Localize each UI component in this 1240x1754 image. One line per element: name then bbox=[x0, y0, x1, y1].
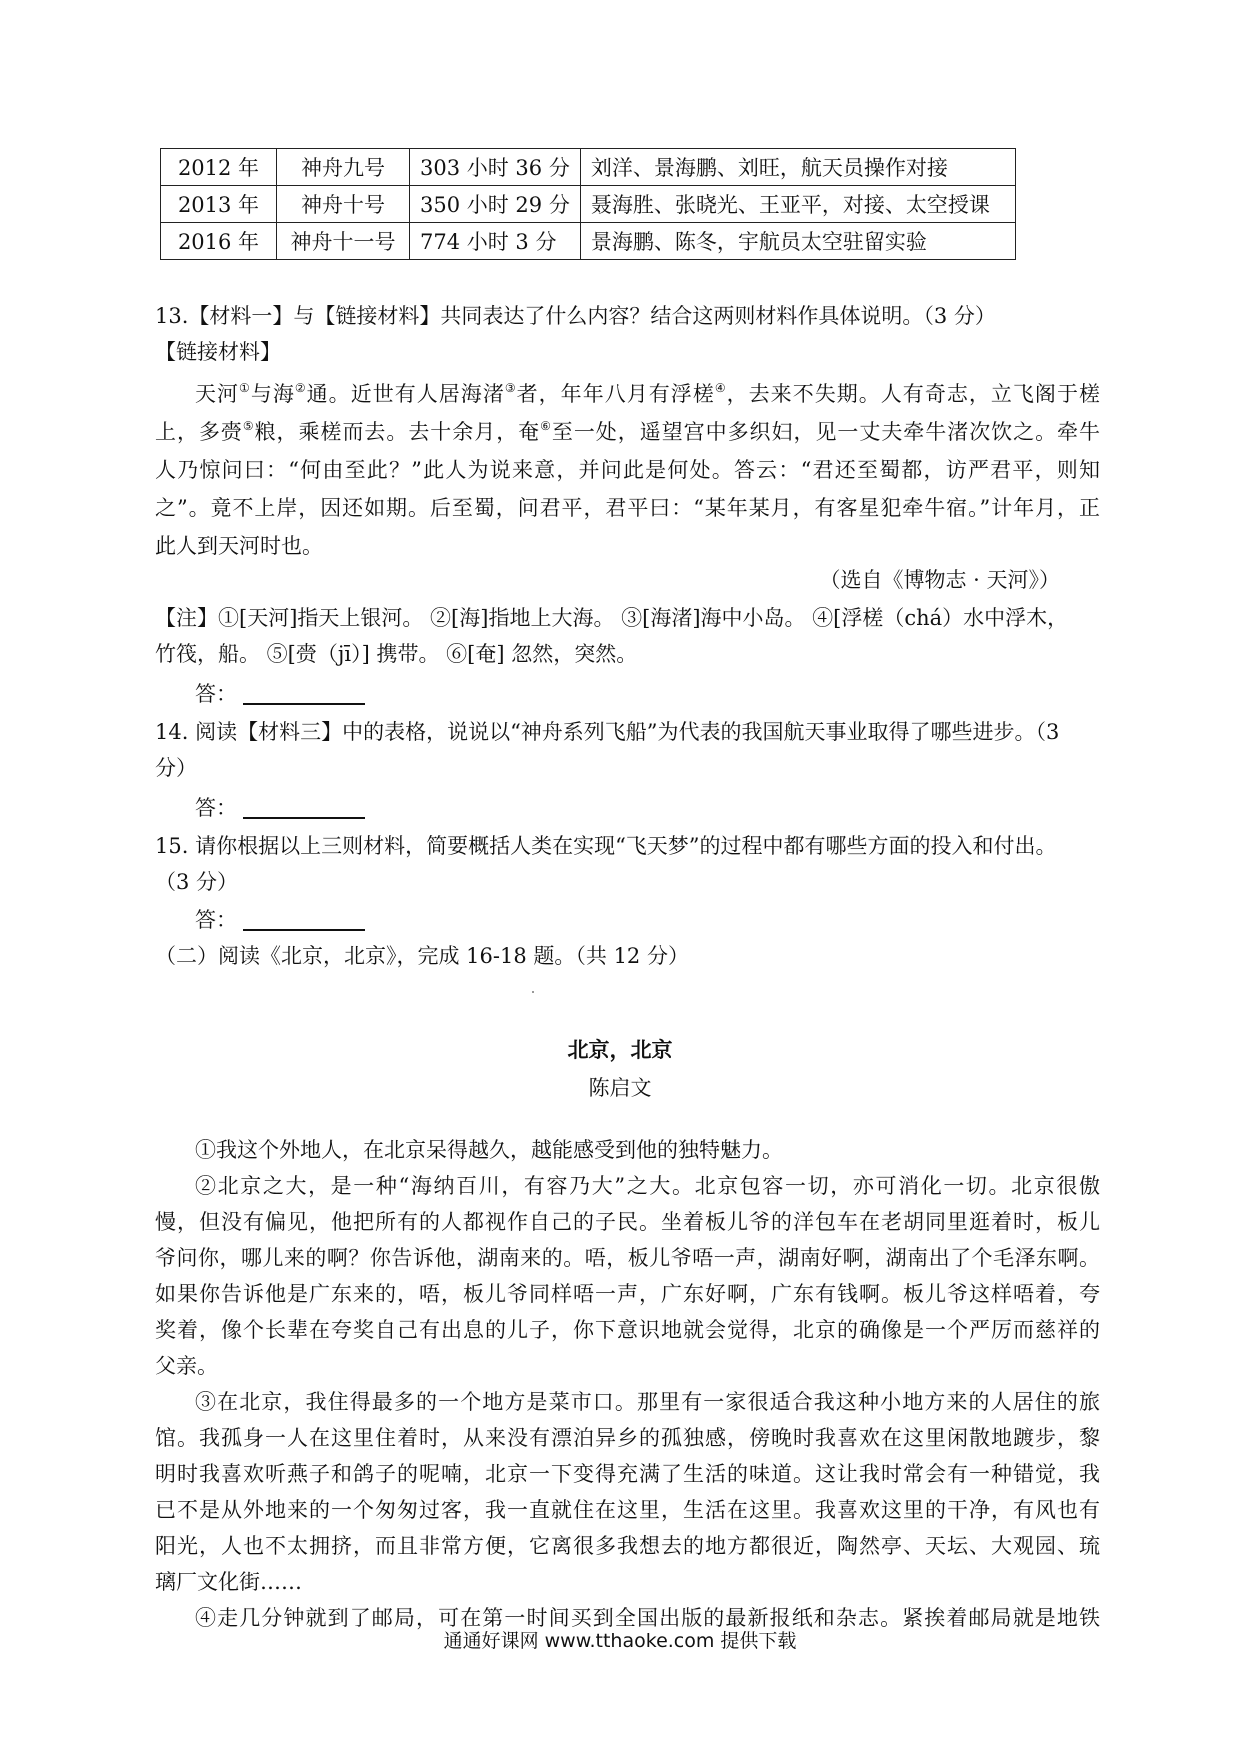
classical-text-line: 此人到天河时也。 bbox=[155, 534, 323, 558]
crew-cell: 景海鹏、陈冬，宇航员太空驻留实验 bbox=[580, 223, 1015, 260]
article-line: 父亲。 bbox=[155, 1354, 218, 1378]
article-author: 陈启文 bbox=[588, 1076, 652, 1100]
question-14-cont: 分） bbox=[155, 756, 197, 780]
annotation-line: 【注】①[天河]指天上银河。 ②[海]指地上大海。 ③[海渚]海中小岛。 ④[浮槎（chá）水中浮木， bbox=[155, 606, 1069, 630]
article-line: 如果你告诉他是广东来的，唔，板儿爷同样唔一声，广东好啊，广东有钱啊。板儿爷这样唔着，夸 bbox=[155, 1282, 1100, 1306]
ship-cell: 神舟九号 bbox=[277, 149, 410, 186]
duration-cell: 774 小时 3 分 bbox=[410, 223, 581, 260]
article-line: 慢，但没有偏见，他把所有的人都视作自己的子民。坐着板儿爷的洋包车在老胡同里逛着时，板儿 bbox=[155, 1210, 1100, 1234]
article-line: 阳光，人也不太拥挤，而且非常方便，它离很多我想去的地方都很近，陶然亭、天坛、大观园、琉 bbox=[155, 1534, 1100, 1558]
answer-blank[interactable] bbox=[243, 679, 365, 705]
ship-cell: 神舟十一号 bbox=[277, 223, 410, 260]
scan-dot bbox=[532, 991, 534, 993]
link-material-heading: 【链接材料】 bbox=[155, 340, 281, 364]
page-footer: 通通好课网 www.tthaoke.com 提供下载 bbox=[443, 1630, 797, 1652]
article-line: 爷问你，哪儿来的啊？你告诉他，湖南来的。唔，板儿爷唔一声，湖南好啊，湖南出了个毛泽东啊。 bbox=[155, 1246, 1100, 1270]
table-row bbox=[161, 223, 1016, 260]
article-line: ④走几分钟就到了邮局，可在第一时间买到全国出版的最新报纸和杂志。紧挨着邮局就是地铁 bbox=[195, 1606, 1100, 1630]
answer-blank[interactable] bbox=[243, 905, 365, 931]
crew-cell: 刘洋、景海鹏、刘旺，航天员操作对接 bbox=[580, 149, 1015, 186]
ship-cell: 神舟十号 bbox=[277, 186, 410, 223]
article-line: 已不是从外地来的一个匆匆过客，我一直就住在这里，生活在这里。我喜欢这里的干净，有风也有 bbox=[155, 1498, 1100, 1522]
question-15-cont: （3 分） bbox=[155, 870, 239, 894]
crew-cell: 聂海胜、张晓光、王亚平，对接、太空授课 bbox=[580, 186, 1015, 223]
article-line: 璃厂文化街…… bbox=[155, 1570, 302, 1594]
shenzhou-table bbox=[160, 148, 1016, 260]
year-cell: 2012 年 bbox=[161, 149, 277, 186]
section-two-heading: （二）阅读《北京，北京》，完成 16-18 题。（共 12 分） bbox=[155, 944, 689, 968]
article-line: ①我这个外地人，在北京呆得越久，越能感受到他的独特魅力。 bbox=[195, 1138, 783, 1162]
table-row bbox=[161, 186, 1016, 223]
article-line: 馆。我孤身一人在这里住着时，从来没有漂泊异乡的孤独感，傍晚时我喜欢在这里闲散地踱步，黎 bbox=[155, 1426, 1100, 1450]
classical-text-line: 上，多赍⑤粮，乘槎而去。去十余月，奄⑥至一处，遥望宫中多织妇，见一丈夫牵牛渚次饮之。牵牛 bbox=[155, 419, 1101, 444]
year-cell: 2013 年 bbox=[161, 186, 277, 223]
question-15: 15. 请你根据以上三则材料，简要概括人类在实现“飞天梦”的过程中都有哪些方面的投入和付出。 bbox=[155, 834, 1057, 858]
duration-cell: 303 小时 36 分 bbox=[410, 149, 581, 186]
classical-text-line: 天河①与海②通。近世有人居海渚③者，年年八月有浮槎④，去来不失期。人有奇志，立飞阁于槎 bbox=[195, 381, 1100, 406]
table-row bbox=[161, 149, 1016, 186]
article-line: ③在北京，我住得最多的一个地方是菜市口。那里有一家很适合我这种小地方来的人居住的旅 bbox=[195, 1390, 1100, 1414]
answer-line-15: 答： bbox=[195, 902, 1100, 938]
question-13: 13.【材料一】与【链接材料】共同表达了什么内容？结合这两则材料作具体说明。（3 分） bbox=[155, 304, 996, 328]
article-line: ②北京之大，是一种“海纳百川，有容乃大”之大。北京包容一切，亦可消化一切。北京很傲 bbox=[195, 1174, 1100, 1198]
annotation-line: 竹筏，船。 ⑤[赍（jī）] 携带。 ⑥[奄] 忽然，突然。 bbox=[155, 642, 638, 666]
year-cell: 2016 年 bbox=[161, 223, 277, 260]
question-14: 14. 阅读【材料三】中的表格，说说以“神舟系列飞船”为代表的我国航天事业取得了哪些进步。（3 bbox=[155, 720, 1060, 744]
duration-cell: 350 小时 29 分 bbox=[410, 186, 581, 223]
source-citation: （选自《博物志 · 天河》） bbox=[819, 568, 1060, 592]
classical-text-line: 人乃惊问曰：“何由至此？”此人为说来意，并问此是何处。答云：“君还至蜀都，访严君平，则知 bbox=[155, 458, 1100, 482]
answer-line-14: 答： bbox=[195, 790, 1100, 826]
article-line: 奖着，像个长辈在夸奖自己有出息的儿子，你下意识地就会觉得，北京的确像是一个严厉而慈祥的 bbox=[155, 1318, 1100, 1342]
answer-line-13: 答： bbox=[195, 676, 1100, 712]
answer-blank[interactable] bbox=[243, 793, 365, 819]
article-line: 明时我喜欢听燕子和鸽子的呢喃，北京一下变得充满了生活的味道。这让我时常会有一种错觉，我 bbox=[155, 1462, 1100, 1486]
classical-text-line: 之”。竟不上岸，因还如期。后至蜀，问君平，君平曰：“某年某月，有客星犯牵牛宿。”计年月，正 bbox=[155, 496, 1100, 520]
article-title: 北京，北京 bbox=[567, 1038, 673, 1062]
